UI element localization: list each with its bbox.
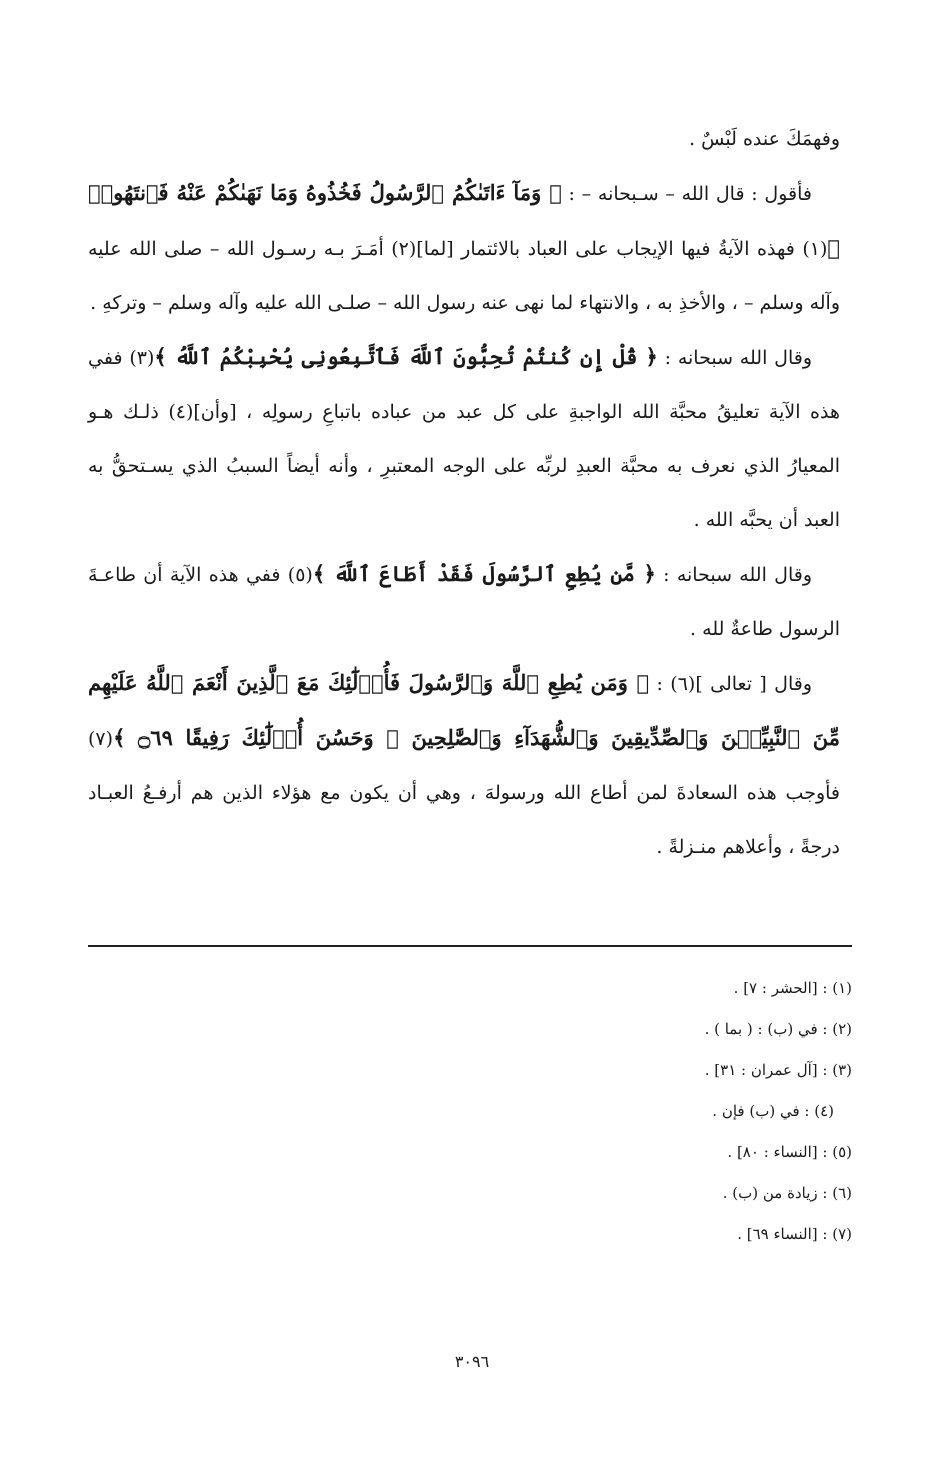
footnote-3: (٣) : [آل عمران : ٣١] . [704,1061,852,1079]
paragraph-5 [88,656,840,874]
footnote-5: (٥) : [النساء : ٨٠] . [727,1143,852,1161]
paragraph-3 [88,330,840,547]
paragraph-2 [88,166,840,330]
quran-quote: ﴿ قُلْ إِن كُنتُمْ تُحِبُّونَ ٱللَّهَ فَٱتَّبِعُونِى يُحْبِبْكُمُ ٱللَّهُ ﴾ [154,344,658,369]
footnote-4: (٤) : في (ب) فإن . [712,1102,834,1120]
footnote-6: (٦) : زيادة من (ب) . [722,1184,852,1202]
paragraph-text: وقال [ تعالى ](٦) : [649,673,812,695]
paragraph-text: (٣) ففي هذه الآية تعليقُ محبَّة الله الواجبةِ على كل عبد من عباده باتباعِ رسولِه ، [وأن](٤) ذلـك هـو المعيارُ الذي نعرف به محبَّة العبدِ لربِّه على الوجه المعتبرِ ، وأنه أيضاً السببُ الذي يسـتحقُّ به العبد أن يحبَّه الله . [88,347,840,531]
footnote-7: (٧) : [النساء ٦٩] . [737,1225,852,1243]
page-number: ٣٠٩٦ [454,1352,490,1371]
paragraph-text: (١) فهذه الآيةُ فيها الإيجاب على العباد بالائتمار [لما](٢) أمَـرَ بـه رسـول الله – صلى الله عليه وآله وسلم – ، والأخذِ به ، والانتهاء لما نهى عنه رسول الله – صلـى الله عليه وآله وسلم – وتركهِ . [88,238,840,314]
footnote-2: (٢) : في (ب) : ( بما ) . [704,1020,852,1038]
paragraph-4 [88,547,840,656]
quran-quote: ﴿ وَمَآ ءَاتَىٰكُمُ ٱلرَّسُولُ فَخُذُوهُ وَمَا نَهَىٰكُمْ عَنْهُ فَٱنتَهُوا۟ ﴾ [88,180,840,260]
quran-quote: ﴿ مَّن يُطِعِ ٱلرَّسُولَ فَقَدْ أَطَاعَ ٱللَّهَ ﴾ [312,561,656,586]
quran-quote: ﴿ وَمَن يُطِعِ ٱللَّهَ وَٱلرَّسُولَ فَأُو۟لَٰٓئِكَ مَعَ ٱلَّذِينَ أَنْعَمَ ٱللَّهُ عَلَيْهِم مِّنَ ٱلنَّبِيِّـۧنَ وَٱلصِّدِّيقِينَ وَٱلشُّهَدَآءِ وَٱلصَّٰلِحِينَ ۚ وَحَسُنَ أُو۟لَٰٓئِكَ رَفِيقًا ۝٦٩ ﴾ [88,670,840,750]
paragraph-text: فأقول : قال الله – سـبحانه – : [561,183,812,205]
main-text [88,112,840,874]
paragraph-text: وفهمَكَ عنده لَبْسٌ . [689,128,840,150]
paragraph-text: (٥) ففي هذه الآية أن طاعـةَ الرسول طاعةٌ لله . [88,564,840,640]
footnotes [452,968,852,1255]
paragraph-text: وقال الله سبحانه : [655,564,812,586]
paragraph-text: وقال الله سبحانه : [657,347,813,369]
footnote-divider [88,945,852,947]
footnote-1: (١) : [الحشر : ٧] . [733,979,852,997]
paragraph-text: (٧) فأوجب هذه السعادةَ لمن أطاع الله ورسولهَ ، وهي أن يكون مع هؤلاء الذين هم أرفـعُ العبـاد درجةً ، وأعلاهم منـزلةً . [88,728,840,858]
paragraph-1 [88,112,840,166]
